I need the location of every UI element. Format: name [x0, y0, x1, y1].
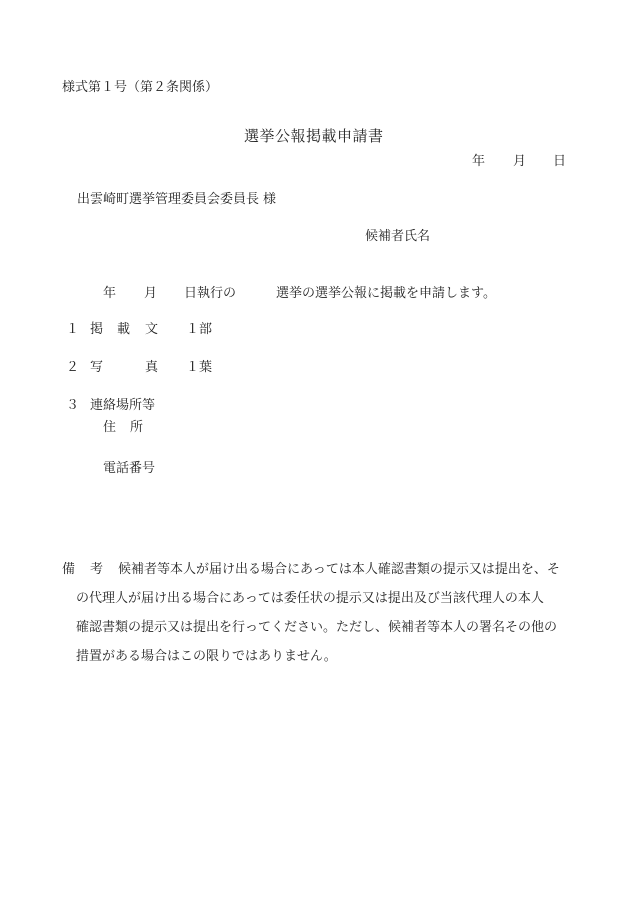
item-2-label-char-3: 真	[145, 360, 159, 375]
request-day-executed: 日執行の	[184, 286, 237, 301]
note-label-char-2: 考	[90, 562, 104, 577]
item-1-number: １	[66, 322, 80, 337]
item-3-number: ３	[66, 398, 80, 413]
item-3-label: 連絡場所等	[90, 398, 156, 413]
request-year: 年	[103, 286, 117, 301]
item-1-label-char-2: 載	[117, 322, 131, 337]
note-line-3: 確認書類の提示又は提出を行ってください。ただし、候補者等本人の署名その他の	[76, 620, 558, 635]
item-1-value: １部	[186, 322, 213, 337]
addressee: 出雲崎町選挙管理委員会委員長	[77, 192, 260, 207]
date-month-label: 月	[513, 154, 527, 169]
form-number: 様式第１号（第２条関係）	[62, 80, 219, 95]
item-2-number: ２	[66, 360, 80, 375]
addressee-honorific: 様	[263, 192, 277, 207]
item-1-label-char-3: 文	[145, 322, 159, 337]
note-line-2: の代理人が届け出る場合にあっては委任状の提示又は提出及び当該代理人の本人	[76, 591, 544, 606]
note-line-1: 候補者等本人が届け出る場合にあっては本人確認書類の提示又は提出を、そ	[118, 562, 560, 577]
address-label-char-2: 所	[130, 420, 144, 435]
request-text: 選挙の選挙公報に掲載を申請します。	[276, 286, 496, 301]
request-month: 月	[144, 286, 158, 301]
item-2-label-char-1: 写	[90, 360, 104, 375]
date-year-label: 年	[472, 154, 486, 169]
phone-number-label: 電話番号	[103, 461, 156, 476]
document-title: 選挙公報掲載申請書	[244, 127, 384, 145]
address-label-char-1: 住	[103, 420, 117, 435]
note-line-4: 措置がある場合はこの限りではありません。	[76, 649, 337, 664]
item-2-value: １葉	[186, 360, 213, 375]
note-label-char-1: 備	[62, 562, 76, 577]
date-day-label: 日	[553, 154, 567, 169]
applicant-name-label: 候補者氏名	[365, 229, 431, 244]
item-1-label-char-1: 掲	[90, 322, 104, 337]
